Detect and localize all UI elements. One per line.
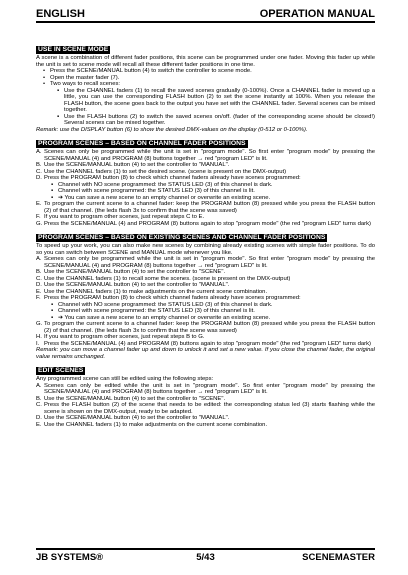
list-item: • Open the master fader (7). [50, 75, 375, 82]
step-text: Use the CHANNEL faders (1) to recall some the scenes. (scene is present on the DMX-output) [44, 275, 291, 282]
step-text: Press the SCENE/MANUAL (4) and PROGRAM (8) buttons again to stop "program mode" (the red "program LED" turns dark) [44, 220, 372, 227]
step-letter: F. [36, 214, 41, 220]
section-title-program-faders: PROGRAM SCENES – BASED ON CHANNEL FADER POSITIONS [38, 140, 246, 147]
step-letter: A. [36, 256, 42, 262]
step-item [36, 221, 375, 228]
step-text: Use the SCENE/MANUAL button (4) to set the controller to "SCENE". [44, 269, 226, 275]
status-led-list [36, 182, 375, 202]
footer-product: SCENEMASTER [302, 552, 375, 563]
step-letter: C. [36, 275, 42, 282]
step-letter: B. [36, 269, 42, 275]
program-existing-intro: To speed up your work, you can also make new scenes by combining already existing scenes with simple fader positions. To do so you can switch between SCENE and MANUAL mode whenever you like. [36, 243, 375, 256]
scene-mode-intro: A scene is a combination of different fader positions, this scene can be programmed under one fader. Moving this fader up while the unit is set to scene mode will recall all these different fader positions in one time. [36, 55, 375, 68]
step-text: Use the SCENE/MANUAL button (4) to set the controller to "MANUAL". [44, 415, 230, 421]
list-item: ▪ ➔ You can save a new scene to an empty channel or overwrite an existing scene. [58, 315, 375, 322]
step-letter: H. [36, 334, 42, 340]
list-item: ▪ Channel with NO scene programmed: the STATUS LED (3) of this channel is dark. [58, 302, 375, 309]
step-text: Press the SCENE/MANUAL (4) and PROGRAM (8) buttons again to stop "program mode" (the red "program LED" turns dark) [44, 340, 372, 347]
step-text: Press the FLASH button (2) of the scene that needs to be edited: the corresponding status led (3) starts flashing while the scene is shown on the DMX-output, ready to be adapted. [44, 402, 375, 415]
step-text: If you want to program other scenes, just repeat steps C to E. [44, 214, 205, 220]
step-item [36, 201, 375, 214]
scene-mode-remark: Remark: use the DISPLAY button (6) to show the desired DMX-values on the display (0-512 or 0-100%). [36, 126, 308, 133]
program-existing-steps [36, 256, 375, 347]
step-item [36, 321, 375, 334]
list-item: ▪ Use the CHANNEL faders (1) to recall the saved scenes gradually (0-100%). Once a CHANNEL fader is moved up a little, you can use the corresponding FLASH button (2) to set the scene instantly at 100%. When you release the FLASH button, the scene goes back to the output you have set with the CHANNEL fader. Several scenes can be mixed together. [64, 88, 375, 114]
section-title-scene-mode: USE IN SCENE MODE [38, 46, 109, 53]
step-text: To program the current scene to a channel fader: keep the PROGRAM button (8) pressed while you press the FLASH button (2) of that channel. (the leds flash 3x to confirm that the scene was saved) [44, 321, 375, 334]
header-title: OPERATION MANUAL [259, 8, 375, 20]
step-letter: I. [36, 340, 40, 347]
page-header [36, 5, 375, 23]
step-letter: G. [36, 220, 43, 227]
list-item: • Two ways to recall scenes: [50, 81, 375, 88]
page-content [36, 44, 375, 544]
step-letter: B. [36, 162, 42, 168]
step-letter: E. [36, 201, 42, 207]
step-item [36, 422, 375, 429]
step-item [36, 383, 375, 396]
status-led-list [36, 302, 375, 322]
step-letter: A. [36, 382, 42, 389]
step-letter: D. [36, 415, 42, 421]
step-text: Press the PROGRAM button (8) to check which channel faders already have scenes programmed: [44, 295, 301, 301]
step-letter: E. [36, 421, 42, 428]
list-item: • Press the SCENE/MANUAL button (4) to switch the controller to scene mode. [50, 68, 375, 75]
step-letter: C. [36, 168, 42, 175]
step-letter: A. [36, 149, 42, 155]
page-number: 5/43 [196, 552, 215, 563]
list-item: ▪ Channel with scene programmed: the STATUS LED (3) of this channel is lit. [58, 188, 375, 195]
step-text: Use the CHANNEL faders (1) to make adjustments on the current scene combination. [44, 421, 268, 428]
step-letter: C. [36, 402, 42, 408]
list-item: ▪ ➔ You can save a new scene to an empty channel or overwrite an existing scene. [58, 195, 375, 202]
step-letter: D. [36, 175, 42, 181]
step-text: Use the SCENE/MANUAL button (4) to set the controller to "SCENE". [44, 395, 226, 402]
step-text: Scenes can only be programmed while the unit is set in "program mode". So first enter "program mode" by pressing the SCENE/MANUAL (4) and PROGRAM (8) buttons together → red "program LED" is lit. [44, 149, 375, 162]
step-text: If you want to program other scenes, just repeat steps B to G. [44, 334, 205, 340]
header-language: ENGLISH [36, 8, 85, 20]
list-item: ▪ Channel with scene programmed: the STATUS LED (3) of this channel is lit. [58, 308, 375, 315]
edit-intro: Any programmed scene can still be edited using the following steps: [36, 376, 214, 382]
list-item: ▪ Use the FLASH buttons (2) to switch the saved scenes on/off. (fader of the corresponding scene should be closed!) Several scenes can be mixed together. [64, 114, 375, 127]
program-existing-remark: Remark: you can move a channel fader up and down to unlock it and set a new value. If you close the channel fader, the original value remains unchanged. [36, 347, 375, 360]
footer-brand: JB SYSTEMS® [36, 552, 104, 563]
list-item: ▪ Channel with NO scene programmed: the STATUS LED (3) of this channel is dark. [58, 182, 375, 189]
step-letter: F. [36, 295, 41, 301]
step-letter: D. [36, 282, 42, 288]
step-text: Scenes can only be edited while the unit is set in "program mode". So first enter "program mode" by pressing the SCENE/MANUAL (4) and PROGRAM (8) buttons together → red "program LED" is lit. [44, 382, 375, 395]
step-text: Use the CHANNEL faders (1) to make adjustments on the current scene combination. [44, 288, 268, 295]
program-faders-steps [36, 149, 375, 227]
step-item [36, 149, 375, 162]
step-text: Use the SCENE/MANUAL button (4) to set the controller to "MANUAL". [44, 282, 230, 288]
step-text: To program the current scene to a channel fader: keep the PROGRAM button (8) pressed while you press the FLASH button (2) of that channel. (the leds flash 3x to confirm that the scene was saved) [44, 201, 375, 214]
step-text: Use the SCENE/MANUAL button (4) to set the controller to "MANUAL". [44, 162, 230, 168]
step-text: Scenes can only be programmed while the unit is set in "program mode". So first enter "program mode" by pressing the SCENE/MANUAL (4) and PROGRAM (8) buttons together → red "program LED" is lit. [44, 256, 375, 269]
step-letter: G. [36, 321, 43, 327]
step-text: Use the CHANNEL faders (1) to set the desired scene. (scene is present on the DMX-output) [44, 168, 287, 175]
recall-ways-list [36, 88, 375, 127]
step-item [36, 256, 375, 269]
step-letter: B. [36, 395, 42, 402]
step-letter: E. [36, 288, 42, 295]
step-text: Press the PROGRAM button (8) to check which channel faders already have scenes programmed: [44, 175, 301, 181]
section-title-edit-scenes: EDIT SCENES [38, 367, 84, 374]
page-footer [36, 548, 375, 566]
section-title-program-existing: PROGRAM SCENES – BASED ON EXISTING SCENES AND CHANNEL FADER POSITIONS [38, 234, 326, 241]
scene-mode-bullets [36, 68, 375, 88]
edit-steps [36, 383, 375, 429]
step-item [36, 402, 375, 415]
